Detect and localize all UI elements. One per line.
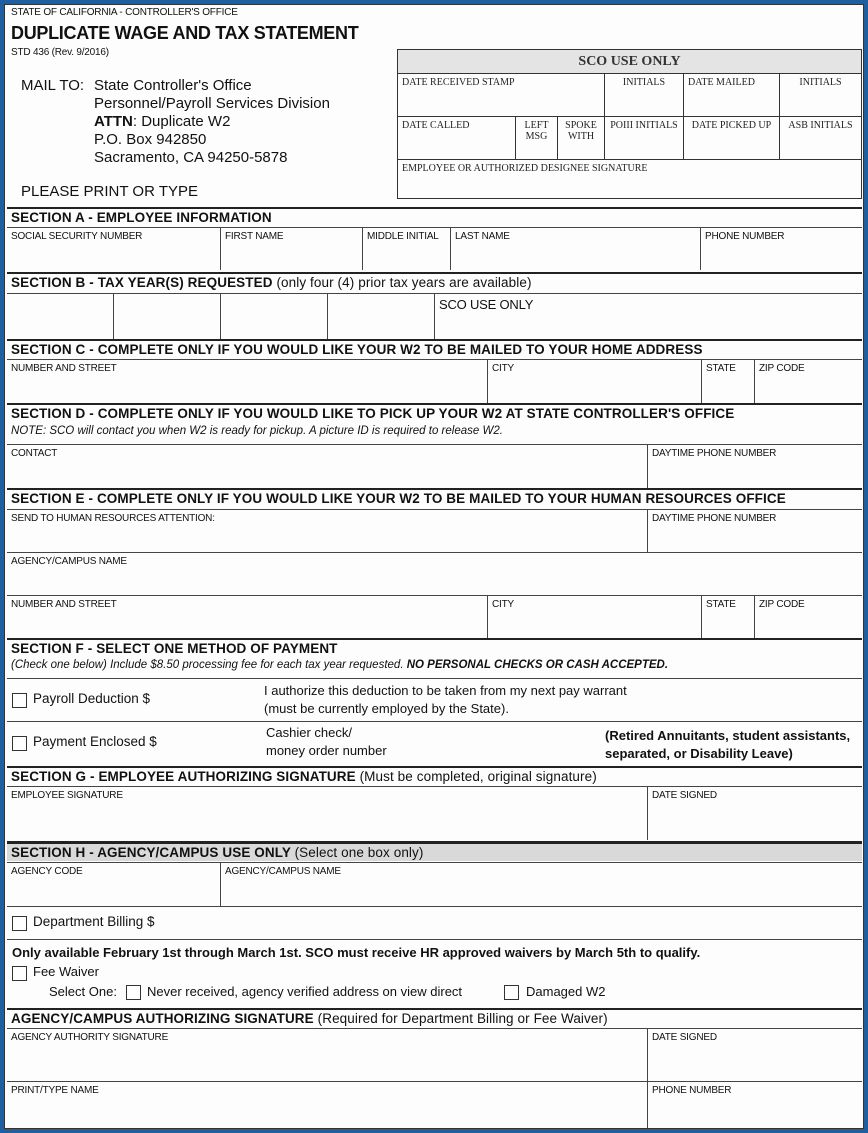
tax-year-1[interactable] (7, 293, 114, 339)
hr-state-field[interactable]: STATE (702, 595, 755, 638)
section-b-sco-use: SCO USE ONLY (435, 293, 862, 339)
damaged-w2-label: Damaged W2 (526, 984, 606, 999)
middle-initial-field[interactable]: MIDDLE INITIAL (363, 227, 451, 270)
attn-value: : Duplicate W2 (132, 113, 231, 130)
cashier-line-1: Cashier check/ (266, 725, 352, 740)
agency-sig-heading (7, 1008, 862, 1028)
first-name-field[interactable]: FIRST NAME (221, 227, 363, 270)
date-called[interactable]: DATE CALLED (398, 117, 516, 160)
city-state-zip: Sacramento, CA 94250-5878 (94, 149, 288, 166)
department-billing-checkbox[interactable] (12, 916, 27, 931)
attn-line (94, 113, 230, 131)
left-msg[interactable]: LEFT MSG (516, 117, 558, 160)
hr-zip-field[interactable]: ZIP CODE (755, 595, 862, 638)
section-e-heading: SECTION E - COMPLETE ONLY IF YOU WOULD LIKE YOUR W2 TO BE MAILED TO YOUR HUMAN RESOURCES OFFICE (7, 488, 862, 508)
availability-note: Only available February 1st through March 1st. SCO must receive HR approved waivers by March 5th to qualify. (12, 945, 701, 960)
section-c-heading: SECTION C - COMPLETE ONLY IF YOU WOULD LIKE YOUR W2 TO BE MAILED TO YOUR HOME ADDRESS (7, 339, 862, 359)
attn-label: ATTN (94, 113, 133, 130)
never-received-label: Never received, agency verified address on view direct (147, 984, 463, 999)
date-mailed[interactable]: DATE MAILED (684, 74, 780, 117)
payroll-auth-line-2: (must be currently employed by the State). (264, 701, 509, 716)
po-box: P.O. Box 942850 (94, 131, 207, 148)
sco-use-box (397, 49, 862, 199)
section-b-sub: (only four (4) prior tax years are available) (276, 275, 532, 290)
hr-city-field[interactable]: CITY (488, 595, 702, 638)
section-f-note-a: (Check one below) Include $8.50 processing fee for each tax year requested. (11, 659, 404, 671)
section-a-heading: SECTION A - EMPLOYEE INFORMATION (7, 207, 862, 227)
agency-phone-number-field[interactable]: PHONE NUMBER (648, 1081, 862, 1128)
home-city-field[interactable]: CITY (488, 359, 702, 403)
divider (7, 721, 862, 722)
contact-field[interactable]: CONTACT (7, 444, 648, 488)
form-page (4, 4, 864, 1129)
last-name-field[interactable]: LAST NAME (451, 227, 701, 270)
retired-note-2: separated, or Disability Leave) (605, 746, 793, 761)
retired-note-1: (Retired Annuitants, student assistants, (605, 728, 851, 743)
section-d-note: NOTE: SCO will contact you when W2 is ready for pickup. A picture ID is required to release W2. (11, 425, 503, 437)
initials-2[interactable]: INITIALS (780, 74, 861, 117)
employee-date-signed-field[interactable]: DATE SIGNED (648, 786, 862, 840)
fee-waiver-checkbox[interactable] (12, 966, 27, 981)
mail-to-label: MAIL TO: (21, 77, 85, 94)
tax-year-4[interactable] (328, 293, 435, 339)
never-received-checkbox[interactable] (126, 985, 141, 1000)
payment-enclosed-checkbox[interactable] (12, 736, 27, 751)
agency-name: STATE OF CALIFORNIA - CONTROLLER'S OFFICE (11, 7, 238, 18)
tax-year-3[interactable] (221, 293, 328, 339)
poiii-initials[interactable]: POIII INITIALS (605, 117, 684, 160)
damaged-w2-checkbox[interactable] (504, 985, 519, 1000)
ssn-field[interactable]: SOCIAL SECURITY NUMBER (7, 227, 221, 270)
sco-use-title: SCO USE ONLY (398, 50, 861, 74)
agency-code-field[interactable]: AGENCY CODE (7, 862, 221, 906)
section-h-sub: (Select one box only) (294, 845, 424, 860)
divider (7, 939, 862, 940)
mail-line-2: Personnel/Payroll Services Division (94, 95, 330, 112)
payroll-deduction-checkbox[interactable] (12, 693, 27, 708)
employee-signature-field[interactable]: EMPLOYEE SIGNATURE (7, 786, 648, 840)
select-one-label: Select One: (49, 984, 117, 999)
employee-designee-signature[interactable]: EMPLOYEE OR AUTHORIZED DESIGNEE SIGNATURE (402, 163, 648, 174)
section-g-heading (7, 766, 862, 786)
hr-street-field[interactable]: NUMBER AND STREET (7, 595, 488, 638)
hr-attention-field[interactable]: SEND TO HUMAN RESOURCES ATTENTION: (7, 509, 648, 552)
agency-date-signed-field[interactable]: DATE SIGNED (648, 1028, 862, 1081)
fee-waiver-label: Fee Waiver (33, 964, 99, 979)
section-f-heading: SECTION F - SELECT ONE METHOD OF PAYMENT (7, 638, 862, 658)
asb-initials[interactable]: ASB INITIALS (780, 117, 861, 160)
print-note: PLEASE PRINT OR TYPE (21, 183, 199, 200)
divider (7, 678, 862, 679)
spoke-with[interactable]: SPOKE WITH (558, 117, 605, 160)
agency-campus-name-field[interactable]: AGENCY/CAMPUS NAME (221, 862, 862, 906)
agency-campus-field[interactable]: AGENCY/CAMPUS NAME (7, 552, 862, 595)
form-title: DUPLICATE WAGE AND TAX STATEMENT (11, 23, 359, 43)
divider (7, 906, 862, 907)
section-d-heading: SECTION D - COMPLETE ONLY IF YOU WOULD LIKE TO PICK UP YOUR W2 AT STATE CONTROLLER'S OFFICE (7, 403, 862, 423)
section-f-note (11, 659, 668, 671)
date-picked-up[interactable]: DATE PICKED UP (684, 117, 780, 160)
mail-line-1: State Controller's Office (94, 77, 252, 94)
pickup-phone-field[interactable]: DAYTIME PHONE NUMBER (648, 444, 862, 488)
section-f-note-b: NO PERSONAL CHECKS OR CASH ACCEPTED. (406, 659, 669, 671)
payment-enclosed-label: Payment Enclosed $ (33, 734, 157, 749)
phone-number-field[interactable]: PHONE NUMBER (701, 227, 862, 270)
section-g-sub: (Must be completed, original signature) (359, 769, 597, 784)
home-street-field[interactable]: NUMBER AND STREET (7, 359, 488, 403)
home-zip-field[interactable]: ZIP CODE (755, 359, 862, 403)
section-h-title: SECTION H - AGENCY/CAMPUS USE ONLY (11, 845, 291, 860)
section-g-title: SECTION G - EMPLOYEE AUTHORIZING SIGNATURE (11, 769, 356, 784)
initials-1[interactable]: INITIALS (605, 74, 684, 117)
tax-year-2[interactable] (114, 293, 221, 339)
agency-sig-title: AGENCY/CAMPUS AUTHORIZING SIGNATURE (11, 1011, 314, 1026)
home-state-field[interactable]: STATE (702, 359, 755, 403)
section-h-heading (7, 841, 862, 861)
payroll-auth-line-1: I authorize this deduction to be taken from my next pay warrant (264, 683, 627, 698)
agency-sig-sub: (Required for Department Billing or Fee Waiver) (317, 1011, 608, 1026)
department-billing-label: Department Billing $ (33, 914, 155, 929)
payroll-deduction-label: Payroll Deduction $ (33, 691, 151, 706)
date-received-stamp[interactable]: DATE RECEIVED STAMP (398, 74, 605, 117)
agency-authority-signature-field[interactable]: AGENCY AUTHORITY SIGNATURE (7, 1028, 648, 1081)
section-b-title: SECTION B - TAX YEAR(S) REQUESTED (11, 275, 273, 290)
cashier-line-2: money order number (266, 743, 387, 758)
print-type-name-field[interactable]: PRINT/TYPE NAME (7, 1081, 648, 1128)
section-b-heading (7, 272, 862, 292)
form-number: STD 436 (Rev. 9/2016) (11, 47, 109, 58)
hr-phone-field[interactable]: DAYTIME PHONE NUMBER (648, 509, 862, 552)
